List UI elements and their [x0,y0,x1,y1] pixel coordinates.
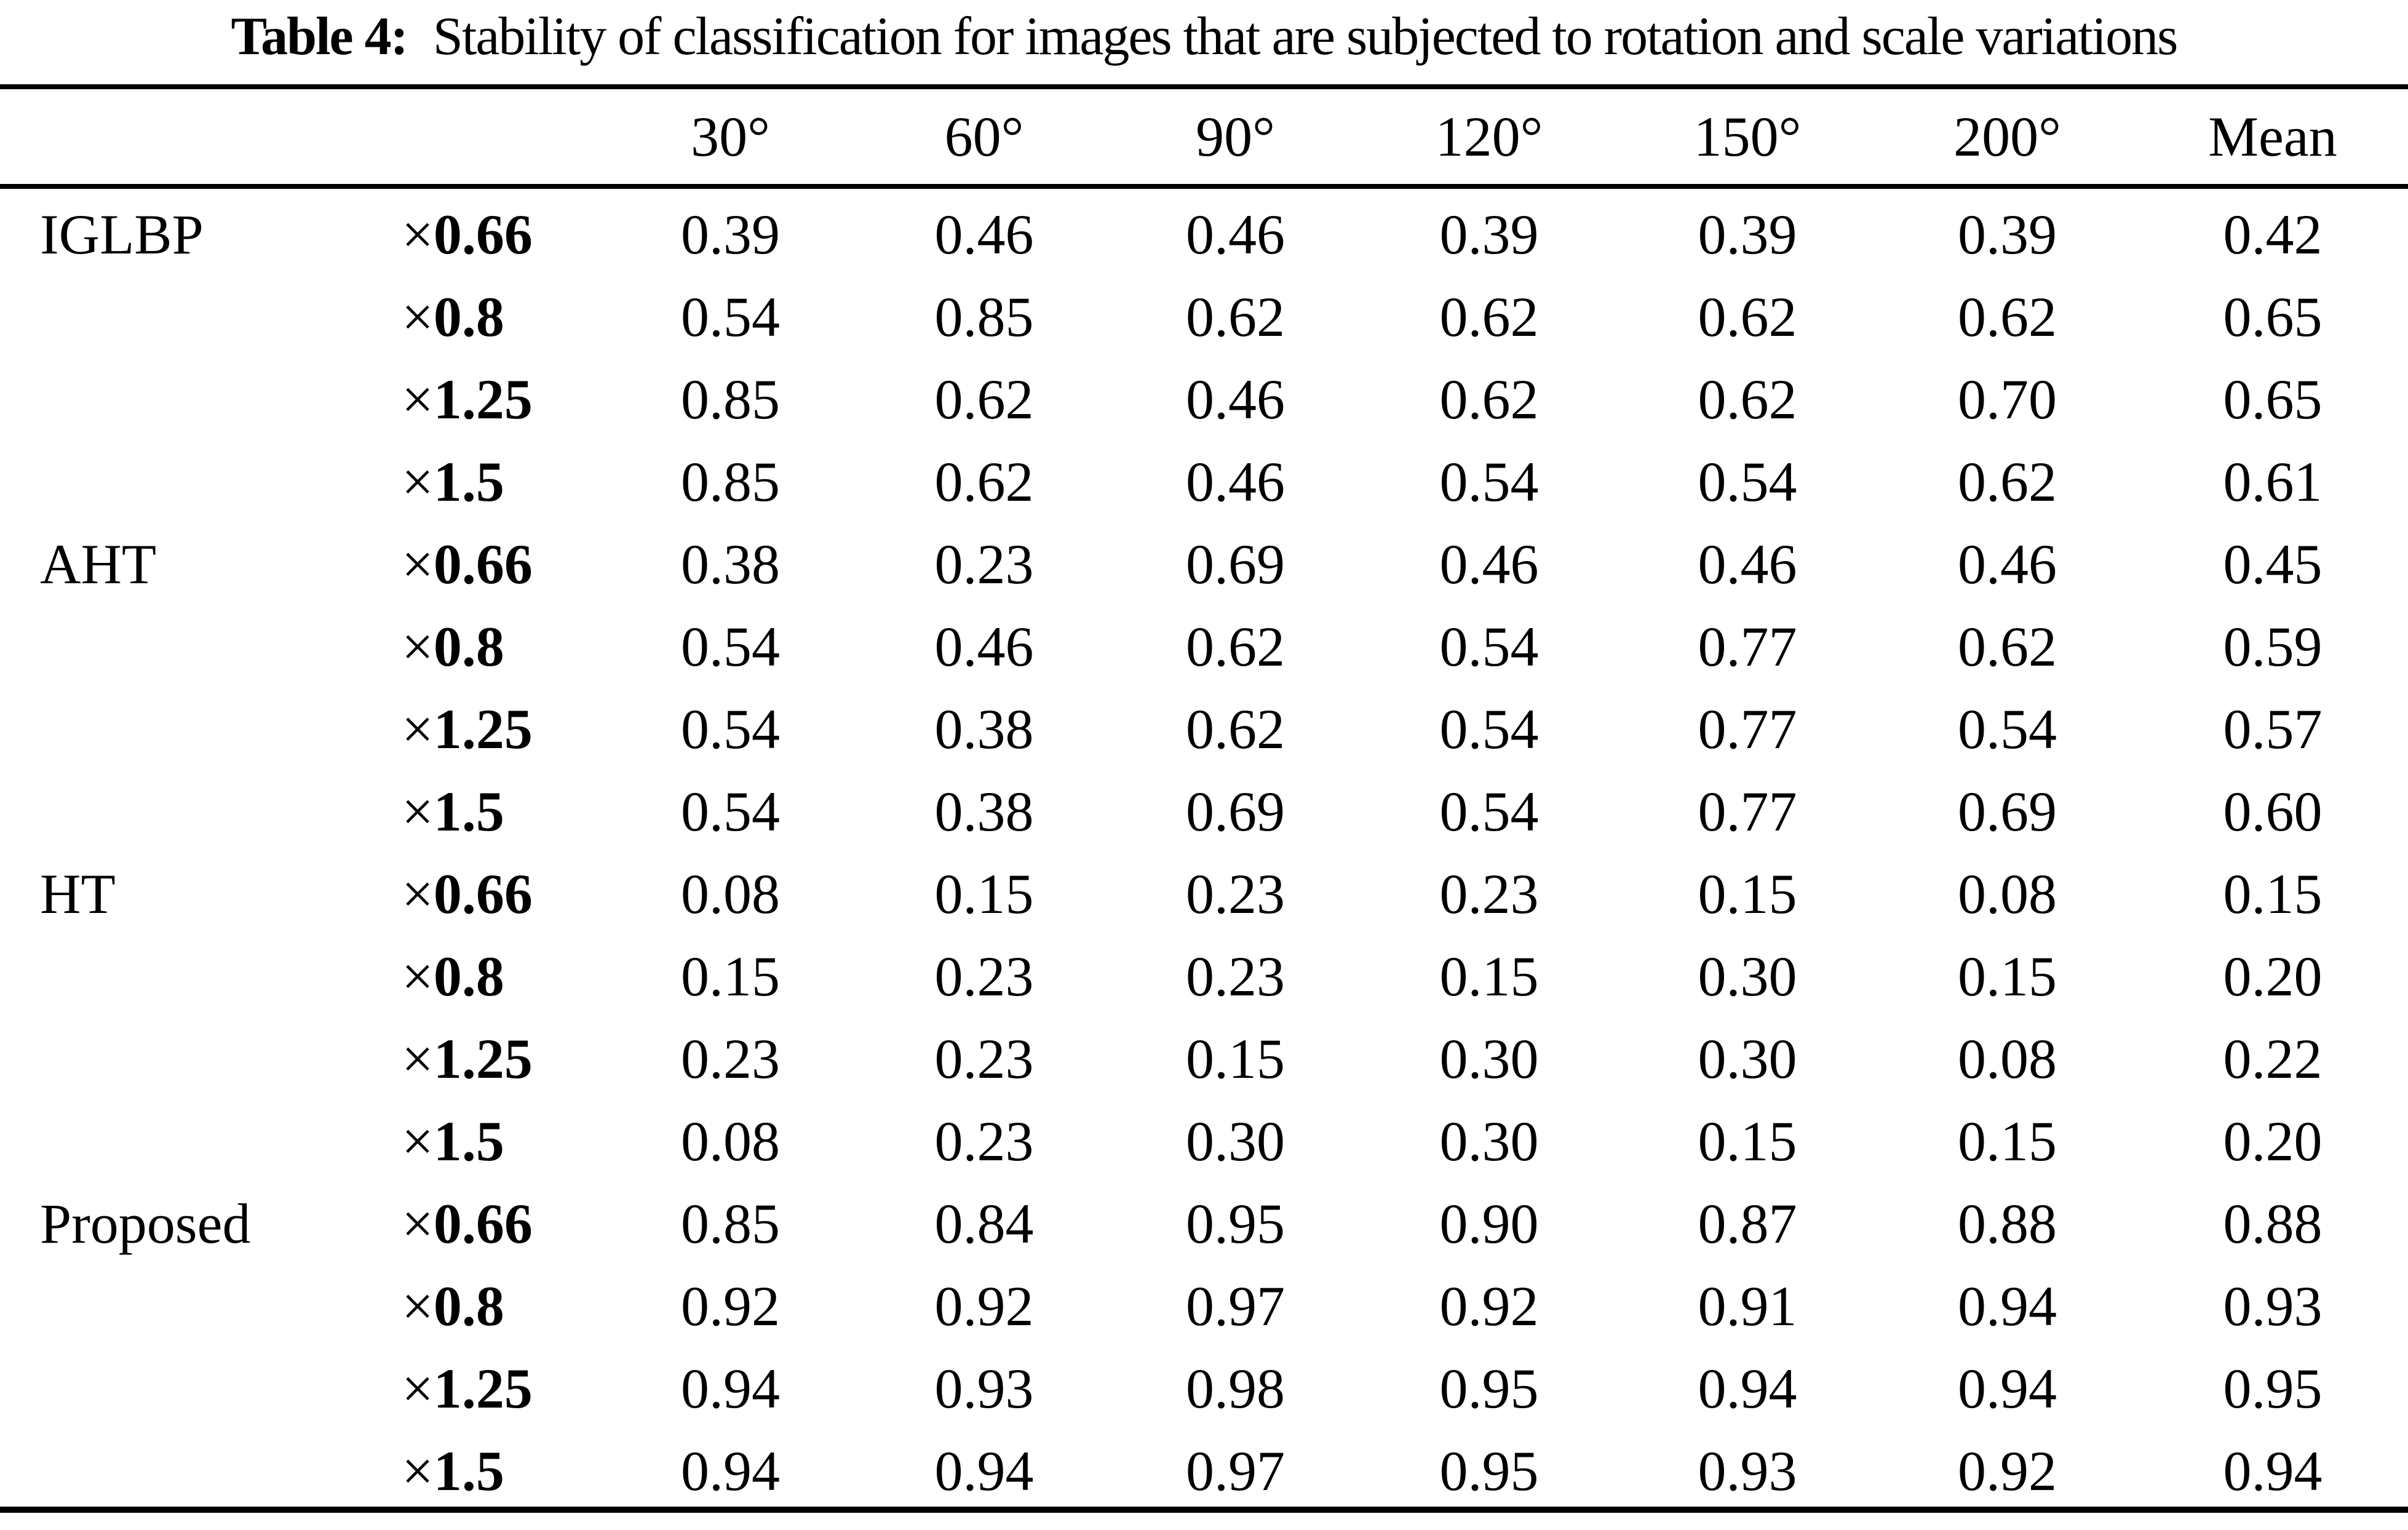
cell-value: 0.54 [681,780,780,843]
multiply-icon: × [402,1357,434,1420]
cell-value: 0.54 [681,698,780,760]
table-row [0,440,2408,523]
cell-value: 0.39 [1439,203,1539,266]
cell-method: AHT [40,533,157,596]
cell-value: 0.93 [2223,1275,2323,1337]
cell-value: 0.23 [1439,863,1539,925]
cell-value: 0.15 [681,945,780,1008]
table-row [0,688,2408,770]
cell-value: 0.15 [934,863,1034,925]
cell-value: 0.46 [1186,203,1285,266]
cell-value: 0.62 [1439,368,1539,431]
table-row [0,358,2408,440]
cell-scale-value: 0.8 [433,1275,504,1337]
cell-value: 0.54 [1439,615,1539,678]
multiply-icon: × [402,533,434,596]
table-row [0,1265,2408,1347]
multiply-icon: × [402,368,434,431]
cell-value: 0.59 [2223,615,2323,678]
cell-value: 0.08 [681,863,780,925]
cell-value: 0.08 [1958,863,2057,925]
cell-value: 0.88 [1958,1192,2057,1255]
cell-value: 0.77 [1698,615,1797,678]
cell-value: 0.92 [1439,1275,1539,1337]
cell-value: 0.30 [1439,1027,1539,1090]
cell-scale [369,449,603,514]
cell-value: 0.87 [1698,1192,1797,1255]
cell-scale [369,1026,603,1091]
multiply-icon: × [402,1192,434,1255]
cell-value: 0.91 [1698,1275,1797,1337]
cell-value: 0.62 [1186,285,1285,348]
table-row [0,605,2408,688]
cell-value: 0.95 [1439,1440,1539,1502]
cell-value: 0.62 [1958,285,2057,348]
cell-value: 0.15 [1958,1110,2057,1173]
cell-value: 0.70 [1958,368,2057,431]
table-row [0,853,2408,935]
cell-value: 0.08 [681,1110,780,1173]
cell-scale [369,614,603,679]
cell-scale [369,202,603,267]
cell-value: 0.60 [2223,780,2323,843]
cell-scale-value: 1.25 [433,1357,533,1420]
cell-value: 0.94 [681,1357,780,1420]
cell-value: 0.93 [1698,1440,1797,1502]
cell-value: 0.97 [1186,1440,1285,1502]
cell-scale-value: 1.25 [433,368,533,431]
cell-value: 0.62 [1186,615,1285,678]
multiply-icon: × [402,615,434,678]
cell-value: 0.94 [2223,1440,2323,1502]
cell-value: 0.84 [934,1192,1034,1255]
cell-scale [369,779,603,844]
multiply-icon: × [402,1275,434,1337]
cell-scale-value: 0.66 [433,533,533,596]
cell-scale-value: 0.66 [433,203,533,266]
cell-value: 0.62 [1958,615,2057,678]
cell-value: 0.39 [1698,203,1797,266]
cell-value: 0.95 [1186,1192,1285,1255]
cell-scale [369,284,603,349]
table-body [0,193,2408,1512]
cell-value: 0.94 [1698,1357,1797,1420]
cell-value: 0.46 [1186,368,1285,431]
table-row [0,276,2408,358]
cell-scale-value: 1.5 [433,1110,504,1173]
cell-scale [369,532,603,597]
cell-value: 0.08 [1958,1027,2057,1090]
cell-scale [369,944,603,1009]
cell-value: 0.85 [681,450,780,513]
cell-scale [369,1109,603,1174]
top-rule [0,84,2408,89]
column-header-150: 150° [1693,105,1802,168]
cell-value: 0.95 [2223,1357,2323,1420]
table-row [0,523,2408,605]
cell-value: 0.39 [1958,203,2057,266]
cell-value: 0.38 [681,533,780,596]
cell-value: 0.23 [934,1110,1034,1173]
cell-scale-value: 1.5 [433,1440,504,1502]
cell-value: 0.62 [1698,285,1797,348]
cell-value: 0.20 [2223,1110,2323,1173]
cell-value: 0.57 [2223,698,2323,760]
table-row [0,935,2408,1018]
cell-value: 0.54 [1958,698,2057,760]
cell-value: 0.15 [1958,945,2057,1008]
cell-scale-value: 0.8 [433,615,504,678]
multiply-icon: × [402,863,434,925]
cell-scale-value: 0.66 [433,863,533,925]
cell-value: 0.85 [681,1192,780,1255]
cell-value: 0.54 [681,615,780,678]
cell-value: 0.92 [934,1275,1034,1337]
column-header-60: 60° [944,105,1024,168]
cell-value: 0.23 [681,1027,780,1090]
cell-value: 0.39 [681,203,780,266]
cell-value: 0.65 [2223,368,2323,431]
cell-value: 0.90 [1439,1192,1539,1255]
cell-value: 0.62 [1186,698,1285,760]
multiply-icon: × [402,1440,434,1502]
cell-value: 0.46 [1186,450,1285,513]
cell-scale-value: 1.25 [433,1027,533,1090]
cell-value: 0.23 [934,533,1034,596]
cell-value: 0.61 [2223,450,2323,513]
cell-value: 0.69 [1958,780,2057,843]
cell-value: 0.15 [1698,1110,1797,1173]
table-header-row [0,89,2408,184]
cell-value: 0.95 [1439,1357,1539,1420]
cell-value: 0.38 [934,780,1034,843]
multiply-icon: × [402,945,434,1008]
cell-value: 0.23 [1186,863,1285,925]
cell-scale [369,861,603,926]
cell-value: 0.54 [1439,450,1539,513]
cell-value: 0.62 [934,368,1034,431]
cell-value: 0.98 [1186,1357,1285,1420]
cell-value: 0.30 [1698,945,1797,1008]
cell-value: 0.23 [934,945,1034,1008]
cell-value: 0.46 [1439,533,1539,596]
cell-value: 0.94 [934,1440,1034,1502]
table-row [0,1018,2408,1100]
cell-value: 0.69 [1186,533,1285,596]
cell-value: 0.46 [1958,533,2057,596]
cell-scale [369,1191,603,1256]
cell-method: IGLBP [40,203,204,266]
cell-value: 0.93 [934,1357,1034,1420]
cell-scale [369,696,603,762]
table-caption [0,0,2408,73]
column-header-120: 120° [1435,105,1543,168]
cell-value: 0.54 [1439,698,1539,760]
column-header-mean: Mean [2208,105,2337,168]
cell-value: 0.69 [1186,780,1285,843]
multiply-icon: × [402,780,434,843]
cell-value: 0.15 [1186,1027,1285,1090]
table-row [0,1347,2408,1430]
cell-value: 0.54 [1698,450,1797,513]
table-row [0,193,2408,276]
cell-value: 0.46 [1698,533,1797,596]
cell-value: 0.38 [934,698,1034,760]
cell-value: 0.94 [681,1440,780,1502]
multiply-icon: × [402,1027,434,1090]
cell-value: 0.62 [1439,285,1539,348]
multiply-icon: × [402,203,434,266]
cell-value: 0.62 [1698,368,1797,431]
cell-value: 0.30 [1186,1110,1285,1173]
column-header-30: 30° [691,105,770,168]
cell-value: 0.92 [1958,1440,2057,1502]
multiply-icon: × [402,450,434,513]
cell-scale [369,1356,603,1421]
header-rule [0,184,2408,189]
cell-scale-value: 1.5 [433,450,504,513]
cell-scale-value: 1.25 [433,698,533,760]
cell-scale [369,1273,603,1339]
cell-value: 0.94 [1958,1275,2057,1337]
cell-value: 0.30 [1439,1110,1539,1173]
cell-value: 0.15 [2223,863,2323,925]
multiply-icon: × [402,285,434,348]
cell-scale [369,367,603,432]
cell-value: 0.23 [1186,945,1285,1008]
table-row [0,770,2408,853]
table-caption-number: Table 4: [231,6,407,66]
cell-value: 0.65 [2223,285,2323,348]
cell-value: 0.62 [1958,450,2057,513]
cell-value: 0.94 [1958,1357,2057,1420]
cell-scale-value: 1.5 [433,780,504,843]
column-header-90: 90° [1196,105,1275,168]
cell-value: 0.30 [1698,1027,1797,1090]
cell-value: 0.23 [934,1027,1034,1090]
table-row [0,1100,2408,1182]
cell-value: 0.20 [2223,945,2323,1008]
cell-value: 0.46 [934,615,1034,678]
cell-value: 0.77 [1698,698,1797,760]
cell-value: 0.46 [934,203,1034,266]
cell-value: 0.54 [1439,780,1539,843]
cell-value: 0.54 [681,285,780,348]
cell-value: 0.62 [934,450,1034,513]
cell-value: 0.15 [1439,945,1539,1008]
cell-method: Proposed [40,1192,251,1255]
multiply-icon: × [402,1110,434,1173]
bottom-rule [0,1507,2408,1513]
cell-value: 0.22 [2223,1027,2323,1090]
cell-value: 0.77 [1698,780,1797,843]
cell-value: 0.88 [2223,1192,2323,1255]
cell-value: 0.85 [681,368,780,431]
table-caption-text: Stability of classification for images that are subjected to rotation and scale variations [432,6,2177,66]
cell-value: 0.92 [681,1275,780,1337]
cell-method: HT [40,863,116,925]
cell-scale [369,1438,603,1504]
table-row [0,1430,2408,1512]
cell-value: 0.97 [1186,1275,1285,1337]
cell-value: 0.15 [1698,863,1797,925]
cell-scale-value: 0.8 [433,945,504,1008]
cell-scale-value: 0.66 [433,1192,533,1255]
table-row [0,1182,2408,1265]
column-header-200: 200° [1953,105,2061,168]
multiply-icon: × [402,698,434,760]
cell-value: 0.85 [934,285,1034,348]
cell-value: 0.42 [2223,203,2323,266]
cell-value: 0.45 [2223,533,2323,596]
cell-scale-value: 0.8 [433,285,504,348]
